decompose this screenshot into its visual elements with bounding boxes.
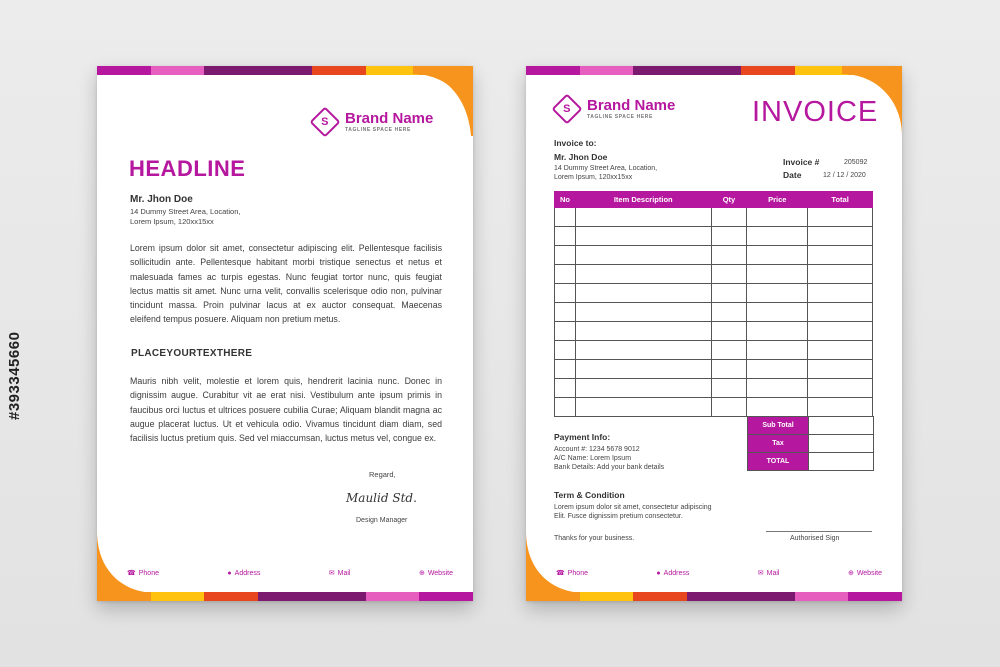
table-row [555, 341, 873, 360]
invoice-date: 12 / 12 / 2020 [823, 172, 866, 179]
table-cell[interactable] [575, 284, 711, 303]
bottom-color-bar [97, 592, 473, 601]
table-cell[interactable] [575, 341, 711, 360]
table-cell[interactable] [808, 265, 873, 284]
address-line1: 14 Dummy Street Area, Location, [130, 207, 241, 216]
table-cell[interactable] [808, 322, 873, 341]
table-cell[interactable] [555, 284, 576, 303]
table-cell[interactable] [711, 341, 747, 360]
table-cell[interactable] [555, 360, 576, 379]
subtotal-value [809, 417, 874, 435]
table-cell[interactable] [575, 360, 711, 379]
body-paragraph-1: Lorem ipsum dolor sit amet, consectetur adipiscing elit. Pellentesque facilisis sollicitudin ante. Pellentesque habitant morbi tristique senectus et netus et malesuada fames ac turpis egestas. Nunc feugiat tortor nunc, quis feugiat lectus mattis sit amet. Nunc urna velit, convallis scelerisque odio non, pulvinar tincidunt massa. Proin pulvinar lacus at ex auctor consequat. Maecenas eleifend tempus posuere. Aliquam non pretium metus. [130, 243, 442, 325]
client-address-2: Lorem Ipsum, 120xx15xx [554, 174, 633, 181]
table-row [555, 303, 873, 322]
table-cell[interactable] [747, 360, 808, 379]
client-address-1: 14 Dummy Street Area, Location, [554, 165, 658, 172]
table-cell[interactable] [555, 265, 576, 284]
table-cell[interactable] [747, 303, 808, 322]
table-row [555, 360, 873, 379]
table-cell[interactable] [555, 398, 576, 417]
address-line2: Lorem Ipsum, 120xx15xx [130, 217, 214, 226]
total-value [809, 453, 874, 471]
contact-footer [526, 569, 902, 577]
tax-label: Tax [748, 435, 809, 453]
mail-icon: ✉ [757, 570, 764, 577]
subtotal-label: Sub Total [748, 417, 809, 435]
corner-decoration [97, 531, 157, 601]
brand-tagline: TAGLINE SPACE HERE [345, 127, 411, 133]
totals-table [747, 416, 874, 471]
table-cell[interactable] [808, 303, 873, 322]
table-cell[interactable] [575, 246, 711, 265]
globe-icon: ⊕ [847, 570, 854, 577]
terms-title: Term & Condition [554, 490, 625, 500]
table-cell[interactable] [711, 303, 747, 322]
invoice-number: 205092 [844, 159, 868, 166]
globe-icon: ⊕ [418, 570, 425, 577]
pin-icon: ● [227, 569, 232, 577]
contact-footer [97, 569, 473, 577]
col-total: Total [808, 192, 873, 208]
brand-mark-icon: S [309, 106, 340, 137]
table-cell[interactable] [575, 227, 711, 246]
headline: HEADLINE [129, 156, 246, 181]
table-cell[interactable] [711, 398, 747, 417]
table-cell[interactable] [711, 360, 747, 379]
table-cell[interactable] [747, 341, 808, 360]
stock-id: #393345660 [6, 331, 23, 420]
table-row [555, 284, 873, 303]
table-cell[interactable] [711, 379, 747, 398]
payment-title: Payment Info: [554, 432, 611, 442]
table-cell[interactable] [808, 284, 873, 303]
table-cell[interactable] [808, 379, 873, 398]
table-row [555, 398, 873, 417]
footer-mail[interactable]: ✉ Mail [328, 569, 351, 577]
table-cell[interactable] [711, 284, 747, 303]
body-paragraph-2: Mauris nibh velit, molestie et lorem quis, hendrerit lacinia nunc. Donec in dignissim augue. Curabitur vit ae erat nisi. Vestibulum ante ipsum primis in faucibus orci luctus et ultrices posuere cubilia Curae; Aliquam blandit magna ac augue placerat luctus. Ut et vehicula odio. Vivamus tincidunt diam diam, sed facilisis luctus pretium quis. Sed vel miaccumsan, luctus metus vel, congue ex. [130, 376, 442, 444]
footer-address[interactable]: ● Address [227, 569, 261, 577]
table-cell[interactable] [575, 379, 711, 398]
table-cell[interactable] [555, 208, 576, 227]
footer-website[interactable]: ⊕ Website [847, 569, 882, 577]
date-label: Date [783, 170, 802, 180]
brand-name: Brand Name [345, 110, 434, 127]
terms-line-1: Lorem ipsum dolor sit amet, consectetur adipiscing [554, 504, 712, 511]
pin-icon: ● [656, 569, 661, 577]
table-cell[interactable] [711, 246, 747, 265]
table-cell[interactable] [808, 341, 873, 360]
table-cell[interactable] [555, 303, 576, 322]
authorised-sign-label: Authorised Sign [790, 535, 840, 542]
bottom-color-bar [526, 592, 902, 601]
table-cell[interactable] [808, 360, 873, 379]
signature-line [766, 531, 872, 532]
table-cell[interactable] [555, 322, 576, 341]
table-cell[interactable] [711, 322, 747, 341]
col-description: Item Description [575, 192, 711, 208]
signature: Maulid Std. [346, 491, 417, 505]
table-row [555, 208, 873, 227]
table-cell[interactable] [747, 284, 808, 303]
table-cell[interactable] [575, 303, 711, 322]
table-row [555, 227, 873, 246]
table-cell[interactable] [747, 208, 808, 227]
table-cell[interactable] [555, 341, 576, 360]
col-no: No [555, 192, 576, 208]
table-cell[interactable] [747, 398, 808, 417]
brand-mark-icon: S [551, 93, 582, 124]
letterhead-page [97, 66, 473, 601]
brand-tagline: TAGLINE SPACE HERE [587, 114, 653, 120]
table-cell[interactable] [808, 227, 873, 246]
footer-phone[interactable]: ☎ Phone [556, 569, 588, 577]
table-cell[interactable] [555, 227, 576, 246]
footer-address[interactable]: ● Address [656, 569, 690, 577]
table-cell[interactable] [555, 246, 576, 265]
table-row [555, 322, 873, 341]
table-cell[interactable] [808, 398, 873, 417]
invoice-number-label: Invoice # [783, 157, 820, 167]
client-name: Mr. Jhon Doe [554, 152, 608, 162]
brand-logo [556, 98, 675, 120]
account-number: Account #: 1234 5678 9012 [554, 446, 640, 453]
table-cell[interactable] [575, 322, 711, 341]
table-cell[interactable] [575, 208, 711, 227]
table-cell[interactable] [747, 246, 808, 265]
table-cell[interactable] [575, 398, 711, 417]
signer-title: Design Manager [356, 517, 408, 524]
table-cell[interactable] [711, 208, 747, 227]
footer-phone[interactable]: ☎ Phone [127, 569, 159, 577]
table-row [555, 265, 873, 284]
footer-mail[interactable]: ✉ Mail [757, 569, 780, 577]
thanks-text: Thanks for your business. [554, 535, 635, 542]
table-row [555, 379, 873, 398]
table-cell[interactable] [808, 246, 873, 265]
items-table [554, 191, 873, 417]
total-label: TOTAL [748, 453, 809, 471]
table-cell[interactable] [747, 265, 808, 284]
brand-name: Brand Name [587, 97, 676, 114]
recipient-name: Mr. Jhon Doe [130, 194, 193, 205]
subheading: PLACEYOURTEXTHERE [131, 348, 253, 359]
phone-icon: ☎ [556, 570, 565, 577]
table-cell[interactable] [711, 265, 747, 284]
table-cell[interactable] [747, 227, 808, 246]
invoice-to-label: Invoice to: [554, 138, 597, 148]
tax-value [809, 435, 874, 453]
account-name: A/C Name: Lorem Ipsum [554, 455, 632, 462]
bank-details: Bank Details: Add your bank details [554, 464, 665, 471]
table-cell[interactable] [575, 265, 711, 284]
col-qty: Qty [711, 192, 747, 208]
mail-icon: ✉ [328, 570, 335, 577]
brand-logo [314, 111, 433, 133]
regard-text: Regard, [369, 470, 396, 479]
invoice-title: INVOICE [752, 96, 879, 128]
invoice-page [526, 66, 902, 601]
table-cell[interactable] [747, 379, 808, 398]
table-cell[interactable] [808, 208, 873, 227]
table-cell[interactable] [747, 322, 808, 341]
table-cell[interactable] [711, 227, 747, 246]
table-cell[interactable] [555, 379, 576, 398]
terms-line-2: Elit. Fusce dignissim pretium consectetur. [554, 513, 683, 520]
col-price: Price [747, 192, 808, 208]
footer-website[interactable]: ⊕ Website [418, 569, 453, 577]
phone-icon: ☎ [127, 570, 136, 577]
table-row [555, 246, 873, 265]
